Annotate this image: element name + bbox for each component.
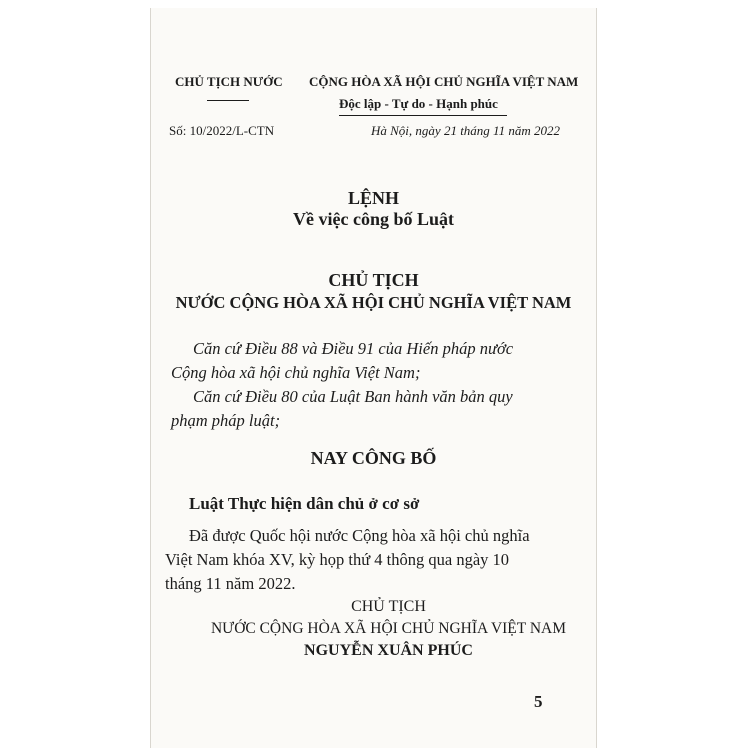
document-title: LỆNH	[347, 188, 399, 208]
national-motto: Độc lập - Tự do - Hạnh phúc	[339, 96, 498, 111]
basis-2-line-1: Căn cứ Điều 80 của Luật Ban hành văn bản quy	[193, 387, 513, 406]
motto-underline	[339, 115, 507, 116]
issuer-heading: CHỦ TỊCH	[328, 270, 419, 290]
signature-title: CHỦ TỊCH	[351, 598, 426, 615]
issuer-underline	[207, 100, 249, 101]
announcement-heading: NAY CÔNG BỐ	[310, 448, 437, 468]
page-number: 5	[534, 692, 543, 711]
basis-1-line-2: Cộng hòa xã hội chủ nghĩa Việt Nam;	[171, 363, 421, 382]
issuer-title: CHỦ TỊCH NƯỚC	[175, 74, 283, 89]
basis-2-line-2: phạm pháp luật;	[171, 411, 281, 430]
passage-line-3: tháng 11 năm 2022.	[165, 574, 296, 593]
document-page	[150, 8, 597, 748]
basis-1-line-1: Căn cứ Điều 88 và Điều 91 của Hiến pháp nước	[193, 339, 514, 358]
signature-organization: NƯỚC CỘNG HÒA XÃ HỘI CHỦ NGHĨA VIỆT NAM	[210, 620, 567, 637]
passage-line-1: Đã được Quốc hội nước Cộng hòa xã hội chủ nghĩa	[189, 526, 530, 545]
document-subtitle: Về việc công bố Luật	[293, 209, 454, 229]
document-number: Số: 10/2022/L-CTN	[169, 123, 275, 138]
law-name: Luật Thực hiện dân chủ ở cơ sở	[189, 494, 420, 513]
passage-line-2: Việt Nam khóa XV, kỳ họp thứ 4 thông qua ngày 10	[165, 550, 510, 569]
place-date: Hà Nội, ngày 21 tháng 11 năm 2022	[371, 123, 560, 138]
signatory-name: NGUYỄN XUÂN PHÚC	[304, 642, 473, 659]
issuer-full-name: NƯỚC CỘNG HÒA XÃ HỘI CHỦ NGHĨA VIỆT NAM	[175, 293, 572, 312]
national-title: CỘNG HÒA XÃ HỘI CHỦ NGHĨA VIỆT NAM	[309, 74, 579, 89]
